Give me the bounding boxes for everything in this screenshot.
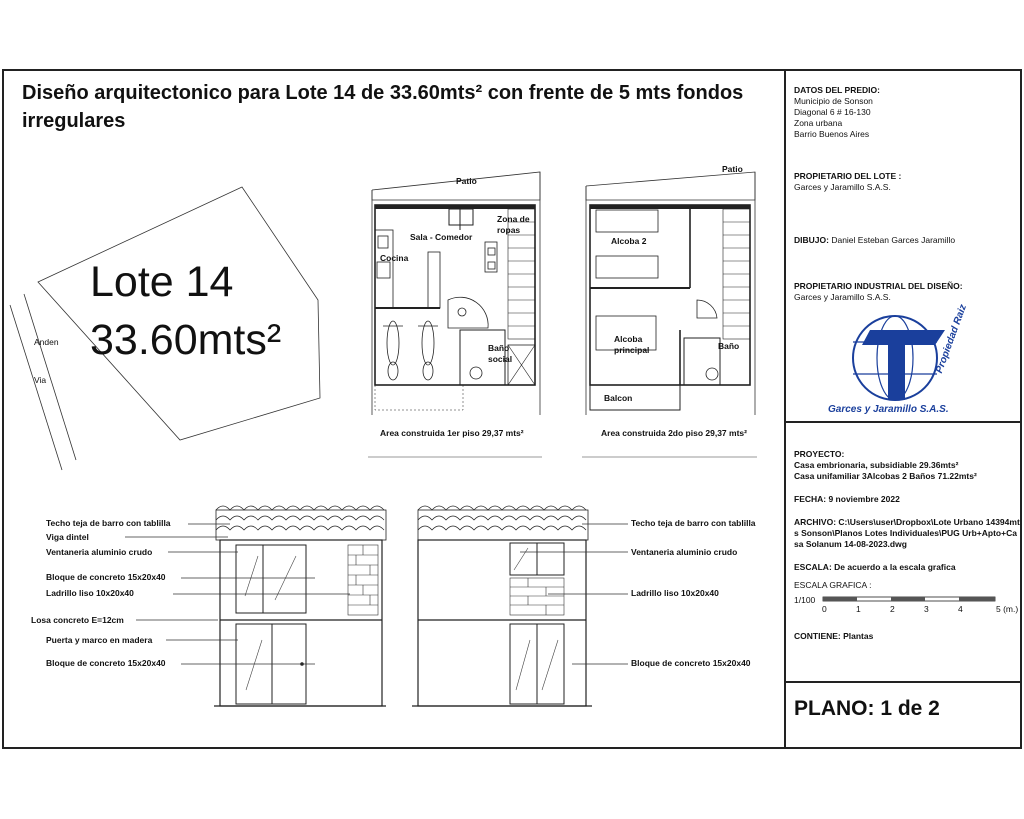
plan1-patio-label: Patio: [456, 176, 477, 186]
scale-tick: 3: [924, 604, 929, 614]
facade-rear-label-roof: Techo teja de barro con tablilla: [631, 518, 756, 528]
predio-section: [794, 85, 880, 140]
drawing-title: Diseño arquitectonico para Lote 14 de 33.60mts² con frente de 5 mts fondos irregulares: [22, 82, 744, 132]
scale-tick: 5 (m.): [996, 604, 1019, 614]
facade-front-label-window: Ventaneria aluminio crudo: [46, 547, 153, 557]
logo-company-text: Garces y Jaramillo S.A.S.: [828, 404, 949, 415]
title-block: [784, 71, 1020, 747]
facade-front-label-roof: Techo teja de barro con tablilla: [46, 518, 171, 528]
owner-title: PROPIETARIO DEL LOTE :: [794, 171, 902, 181]
anden-label: Anden: [34, 337, 59, 347]
scale-tick: 2: [890, 604, 895, 614]
plan2-alcoba2-label: Alcoba 2: [611, 236, 647, 246]
predio-line: Municipio de Sonson: [794, 96, 873, 106]
logo-side-text: Propiedad Raiz: [934, 303, 970, 375]
archivo: ARCHIVO: C:\Users\user\Dropbox\Lote Urbano 14394mts Sonson\Planos Lotes Individuales\PUG Urb+Apto+Casa Solanum 14-08-2023.dwg: [794, 517, 1020, 549]
facade-front-label-door: Puerta y marco en madera: [46, 635, 153, 645]
lot-number-label: Lote 14: [90, 258, 234, 306]
plan2-bano-label: Baño: [718, 341, 740, 351]
dibujo-name: Daniel Esteban Garces Jaramillo: [831, 235, 956, 245]
industrial-name: Garces y Jaramillo S.A.S.: [794, 292, 891, 302]
facade-rear-label-brick: Ladrillo liso 10x20x40: [631, 588, 719, 598]
dibujo-title: DIBUJO:: [794, 235, 829, 245]
lot-area-label: 33.60mts²: [90, 316, 282, 364]
plan1-bano-label: Baño social: [488, 343, 513, 364]
facade-front-label-slab: Losa concreto E=12cm: [31, 615, 124, 625]
plan1-area-label: Area construida 1er piso 29,37 mts²: [380, 428, 524, 438]
facade-front-label-viga: Viga dintel: [46, 532, 89, 542]
owner-name: Garces y Jaramillo S.A.S.: [794, 182, 891, 192]
scale-tick: 1: [856, 604, 861, 614]
owner-section: [794, 171, 901, 193]
plan2-patio-label: Patio: [722, 164, 743, 174]
plan1-cocina-label: Cocina: [380, 253, 409, 263]
facade-front-label-brick: Ladrillo liso 10x20x40: [46, 588, 134, 598]
proyecto-section: [794, 449, 977, 482]
predio-title: DATOS DEL PREDIO:: [794, 85, 880, 95]
scale-tick: 0: [822, 604, 827, 614]
scale-ratio: 1/100: [794, 595, 816, 605]
anden-line-1: [10, 305, 62, 470]
via-label: Via: [34, 375, 47, 385]
anden-line-2: [24, 294, 76, 460]
plan2-area-label: Area construida 2do piso 29,37 mts²: [601, 428, 747, 438]
facade-front: [125, 506, 386, 706]
proyecto-title: PROYECTO:: [794, 449, 845, 459]
plan1-sala-label: Sala - Comedor: [410, 232, 473, 242]
predio-line: Diagonal 6 # 16-130: [794, 107, 871, 117]
title-block-divider: [786, 681, 1020, 683]
escala-grafica-label: ESCALA GRAFICA :: [794, 580, 872, 590]
plan2-balcon-label: Balcon: [604, 393, 633, 403]
facade-front-label-block2: Bloque de concreto 15x20x40: [46, 658, 166, 668]
facade-front-label-block: Bloque de concreto 15x20x40: [46, 572, 166, 582]
fecha: FECHA: 9 noviembre 2022: [794, 494, 900, 504]
industrial-section: [794, 281, 963, 303]
facade-rear-label-window: Ventaneria aluminio crudo: [631, 547, 738, 557]
proyecto-line: Casa unifamiliar 3Alcobas 2 Baños 71.22mts²: [794, 471, 977, 481]
facade-rear-label-block: Bloque de concreto 15x20x40: [631, 658, 751, 668]
plan2-alcoba-principal-label: Alcoba principal: [614, 334, 650, 355]
scale-tick: 4: [958, 604, 963, 614]
plan-second-floor: [582, 172, 757, 457]
contiene: CONTIENE: Plantas: [794, 631, 874, 641]
plano-number: PLANO: 1 de 2: [794, 697, 940, 720]
facade-rear: [412, 506, 628, 706]
plan1-ropas-label: Zona de ropas: [497, 214, 530, 235]
title-block-divider: [786, 421, 1020, 423]
lot-boundary: [38, 187, 320, 440]
dibujo-section: [794, 235, 955, 246]
proyecto-line: Casa embrionaria, subsidiable 29.36mts²: [794, 460, 959, 470]
predio-line: Zona urbana: [794, 118, 843, 128]
escala: ESCALA: De acuerdo a la escala grafica: [794, 562, 956, 572]
predio-line: Barrio Buenos Aires: [794, 129, 870, 139]
industrial-title: PROPIETARIO INDUSTRIAL DEL DISEÑO:: [794, 281, 963, 291]
